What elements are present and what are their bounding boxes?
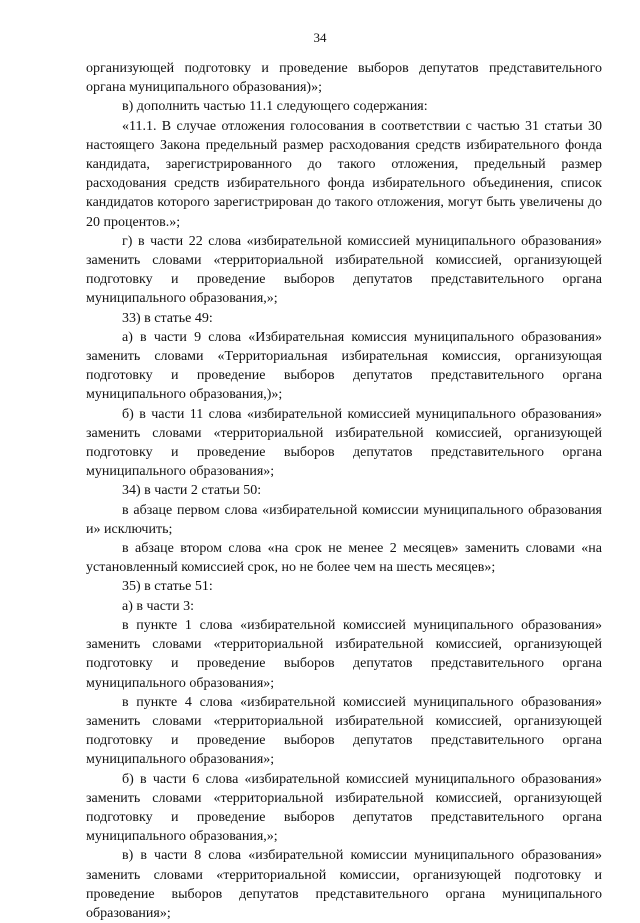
- paragraph-item-35-a: а) в части 3:: [122, 598, 194, 614]
- paragraph-item-35-b: б) в части 6 слова «избирательной комиссией муниципального образования» заменить словами «территориальной избирательной комиссией, организующей подготовку и проведение выборов депутатов представительного органа муниципального образования,»;: [86, 771, 602, 845]
- page-number: 34: [313, 30, 327, 45]
- paragraph-item-33: 33) в статье 49:: [122, 310, 213, 326]
- paragraph-item-33-a: а) в части 9 слова «Избирательная комиссия муниципального образования» заменить словами «Территориальная избирательная комиссия, организующая подготовку и проведение выборов депутатов представительного органа муниципального образования,)»;: [86, 329, 602, 403]
- paragraph-item-35: 35) в статье 51:: [122, 579, 213, 595]
- paragraph-item-34: 34) в части 2 статьи 50:: [122, 483, 262, 499]
- paragraph-item-35-v: в) в части 8 слова «избирательной комиссии муниципального образования» заменить словами «территориальной комиссии, организующей подготовку и проведение выборов депутатов представительного органа муниципального образования»;: [86, 848, 602, 921]
- paragraph-item-33-b: б) в части 11 слова «избирательной комиссией муниципального образования» заменить словами «территориальной избирательной комиссией, организующей подготовку и проведение выборов депутатов представительного органа муниципального образования»;: [86, 406, 602, 480]
- paragraph-item-34-first: в абзаце первом слова «избирательной комиссии муниципального образования и» исключить;: [86, 502, 602, 537]
- paragraph-item-35-a-4: в пункте 4 слова «избирательной комиссией муниципального образования» заменить словами «территориальной избирательной комиссией, организующей подготовку и проведение выборов депутатов представительного органа муниципального образования»;: [86, 694, 602, 768]
- paragraph-continuation: организующей подготовку и проведение выборов депутатов представительного органа муниципального образования)»;: [86, 61, 602, 96]
- document-body: [86, 59, 602, 923]
- paragraph-item-35-a-1: в пункте 1 слова «избирательной комиссией муниципального образования» заменить словами «территориальной избирательной комиссией, организующей подготовку и проведение выборов депутатов представительного органа муниципального образования»;: [86, 617, 602, 691]
- paragraph-item-g: г) в части 22 слова «избирательной комиссией муниципального образования» заменить словами «территориальной избирательной комиссией, организующей подготовку и проведение выборов депутатов представительного органа муниципального образования,»;: [86, 233, 602, 307]
- paragraph-item-34-second: в абзаце втором слова «на срок не менее 2 месяцев» заменить словами «на установленный комиссией срок, но не более чем на шесть месяцев»;: [86, 541, 602, 576]
- paragraph-quote-11-1: «11.1. В случае отложения голосования в соответствии с частью 31 статьи 30 настоящего Закона предельный размер расходования средств избирательного фонда кандидата, зарегистрированного до такого отложения, предельный размер расходования средств избирательного фонда избирательного объединения, список кандидатов которого зарегистрирован до такого отложения, могут быть увеличены до 20 процентов.»;: [86, 118, 602, 230]
- paragraph-item-v: в) дополнить частью 11.1 следующего содержания:: [122, 99, 428, 115]
